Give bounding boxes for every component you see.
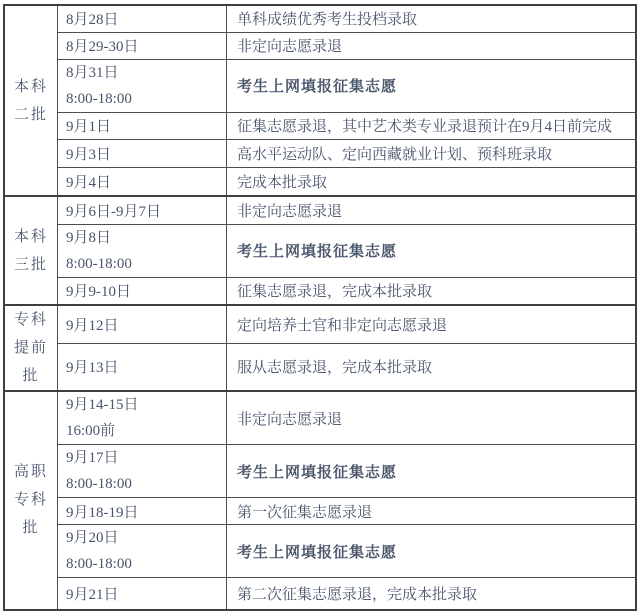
schedule-row xyxy=(4,277,636,305)
date-text: 9月6日-9月7日 xyxy=(66,203,161,220)
schedule-row xyxy=(4,305,636,343)
batch-label-line: 批 xyxy=(22,368,40,384)
batch-label-line: 本科 xyxy=(13,228,48,245)
batch-cell-benke-erpi xyxy=(4,5,58,196)
schedule-row xyxy=(4,391,636,445)
desc-cell xyxy=(227,305,637,343)
batch-label-line: 提前 xyxy=(13,340,48,356)
date-text: 9月9-10日 xyxy=(66,284,131,301)
date-text: 9月21日 xyxy=(66,586,119,603)
date-text: 9月8日 xyxy=(66,229,112,246)
date-cell xyxy=(58,305,227,343)
date-cell xyxy=(58,59,227,112)
date-cell xyxy=(58,32,227,59)
schedule-row xyxy=(4,498,636,525)
schedule-row xyxy=(4,196,636,224)
date-cell xyxy=(58,5,227,32)
date-text: 9月1日 xyxy=(66,119,112,135)
schedule-row xyxy=(4,343,636,391)
desc-text: 征集志愿录退，完成本批录取 xyxy=(237,284,433,301)
desc-text: 高水平运动队、定向西藏就业计划、预科班录取 xyxy=(237,146,553,163)
admission-schedule-page xyxy=(0,4,640,611)
desc-text: 第二次征集志愿录退，完成本批录取 xyxy=(237,586,478,603)
schedule-row xyxy=(4,167,636,196)
batch-cell-benke-sanpi xyxy=(4,196,58,305)
schedule-row xyxy=(4,525,636,578)
schedule-row xyxy=(4,5,636,32)
date-cell xyxy=(58,277,227,305)
desc-cell xyxy=(227,391,637,445)
desc-text: 第一次征集志愿录退 xyxy=(237,504,373,521)
date-text: 8:00-18:00 xyxy=(66,476,132,492)
date-text: 16:00前 xyxy=(66,423,116,439)
date-cell xyxy=(58,112,227,139)
date-cell xyxy=(58,343,227,391)
date-text: 8:00-18:00 xyxy=(66,255,132,272)
date-cell xyxy=(58,578,227,610)
date-text: 9月3日 xyxy=(66,146,112,163)
date-cell xyxy=(58,224,227,277)
desc-cell xyxy=(227,578,637,610)
date-text: 9月18-19日 xyxy=(66,504,139,521)
batch-label-line: 本科 xyxy=(13,78,48,95)
desc-text: 非定向志愿录退 xyxy=(237,39,343,55)
date-cell xyxy=(58,445,227,498)
desc-cell xyxy=(227,59,637,112)
schedule-row xyxy=(4,445,636,498)
desc-cell xyxy=(227,196,637,224)
date-cell xyxy=(58,167,227,196)
desc-text: 征集志愿录退，其中艺术类专业录退预计在9月4日前完成 xyxy=(237,119,613,135)
date-text: 9月13日 xyxy=(66,360,119,377)
batch-label-line: 高职 xyxy=(13,464,48,481)
desc-cell xyxy=(227,343,637,391)
desc-cell xyxy=(227,498,637,525)
date-text: 9月12日 xyxy=(66,317,119,334)
desc-text: 考生上网填报征集志愿 xyxy=(237,244,398,260)
desc-text: 考生上网填报征集志愿 xyxy=(237,79,398,95)
schedule-row xyxy=(4,139,636,167)
batch-cell-gaozhi-zhuankepi xyxy=(4,391,58,610)
admission-schedule-table xyxy=(3,4,637,611)
schedule-row xyxy=(4,32,636,59)
date-text: 8月29-30日 xyxy=(66,39,139,55)
date-text: 9月17日 xyxy=(66,450,119,466)
date-text: 8:00-18:00 xyxy=(66,556,132,572)
desc-cell xyxy=(227,167,637,196)
date-cell xyxy=(58,525,227,578)
date-text: 9月14-15日 xyxy=(66,397,139,413)
batch-label-line: 批 xyxy=(22,520,40,537)
date-text: 9月20日 xyxy=(66,530,119,546)
desc-cell xyxy=(227,277,637,305)
desc-text: 非定向志愿录退 xyxy=(237,203,343,220)
desc-text: 完成本批录取 xyxy=(237,174,328,191)
desc-text: 单科成绩优秀考生投档录取 xyxy=(237,12,418,29)
batch-label-line: 专科 xyxy=(13,312,48,328)
batch-label-line: 专科 xyxy=(13,492,48,509)
desc-cell xyxy=(227,525,637,578)
date-text: 8:00-18:00 xyxy=(66,90,132,107)
desc-cell xyxy=(227,5,637,32)
batch-label-line: 二批 xyxy=(13,106,48,123)
batch-cell-zhuanke-tiqianpi xyxy=(4,305,58,391)
desc-cell xyxy=(227,32,637,59)
date-cell xyxy=(58,391,227,445)
date-text: 8月31日 xyxy=(66,64,119,81)
batch-label-line: 三批 xyxy=(13,256,48,273)
schedule-row xyxy=(4,224,636,277)
desc-cell xyxy=(227,139,637,167)
schedule-row xyxy=(4,578,636,610)
date-text: 9月4日 xyxy=(66,174,112,191)
desc-cell xyxy=(227,445,637,498)
date-cell xyxy=(58,498,227,525)
date-cell xyxy=(58,196,227,224)
schedule-row xyxy=(4,112,636,139)
desc-text: 考生上网填报征集志愿 xyxy=(237,464,398,481)
desc-text: 非定向志愿录退 xyxy=(237,411,343,428)
desc-cell xyxy=(227,112,637,139)
schedule-row xyxy=(4,59,636,112)
date-cell xyxy=(58,139,227,167)
desc-text: 定向培养士官和非定向志愿录退 xyxy=(237,317,448,334)
desc-text: 考生上网填报征集志愿 xyxy=(237,544,398,561)
desc-cell xyxy=(227,224,637,277)
desc-text: 服从志愿录退，完成本批录取 xyxy=(237,360,433,377)
date-text: 8月28日 xyxy=(66,12,119,29)
